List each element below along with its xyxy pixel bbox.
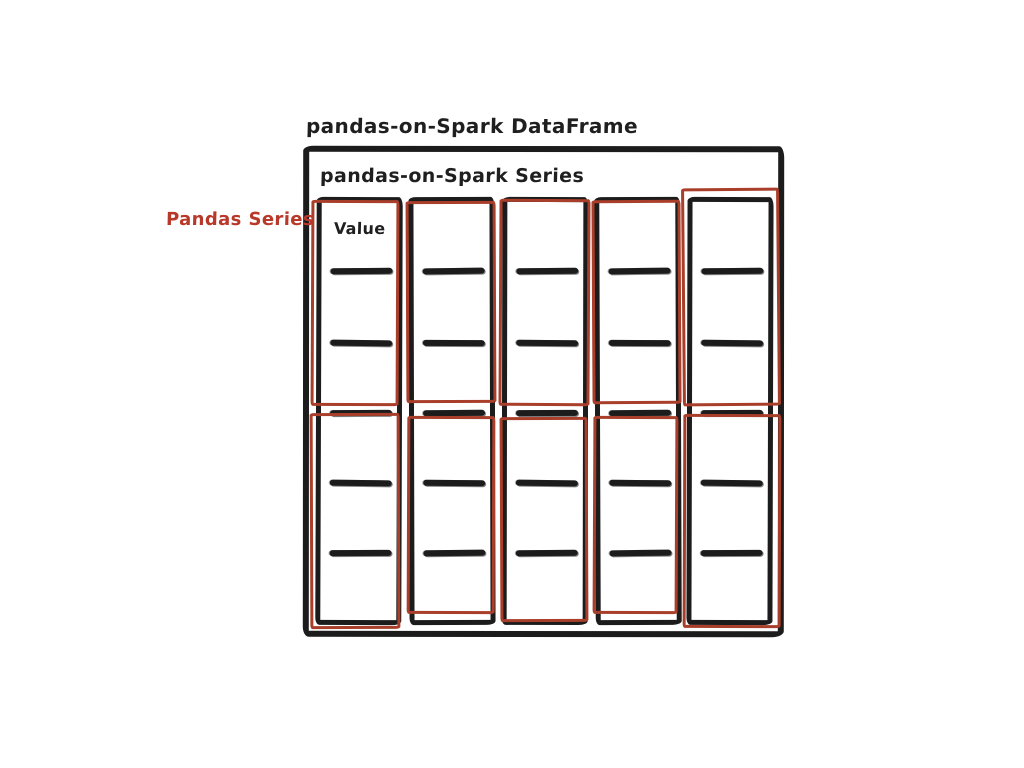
value-column-header: Value [333,218,386,239]
pandas-series-partition-box [498,199,590,406]
pandas-series-partition-box [407,416,496,614]
pandas-series-partition-box [683,414,782,628]
pandas-series-partition-box [406,201,497,403]
pandas-series-partition-box [310,413,401,629]
pandas-series-partition-box [311,200,400,406]
pandas-series-partition-box [591,200,681,404]
row-value-dash [516,410,578,416]
pandas-series-partition-box [593,416,679,614]
pandas-series-label: Pandas Series [165,209,315,230]
pandas-series-partition-box [500,417,589,622]
dataframe-title: pandas-on-Spark DataFrame [305,114,639,138]
koalas-series-label: pandas-on-Spark Series [319,165,585,187]
pandas-series-partition-box [681,188,781,407]
